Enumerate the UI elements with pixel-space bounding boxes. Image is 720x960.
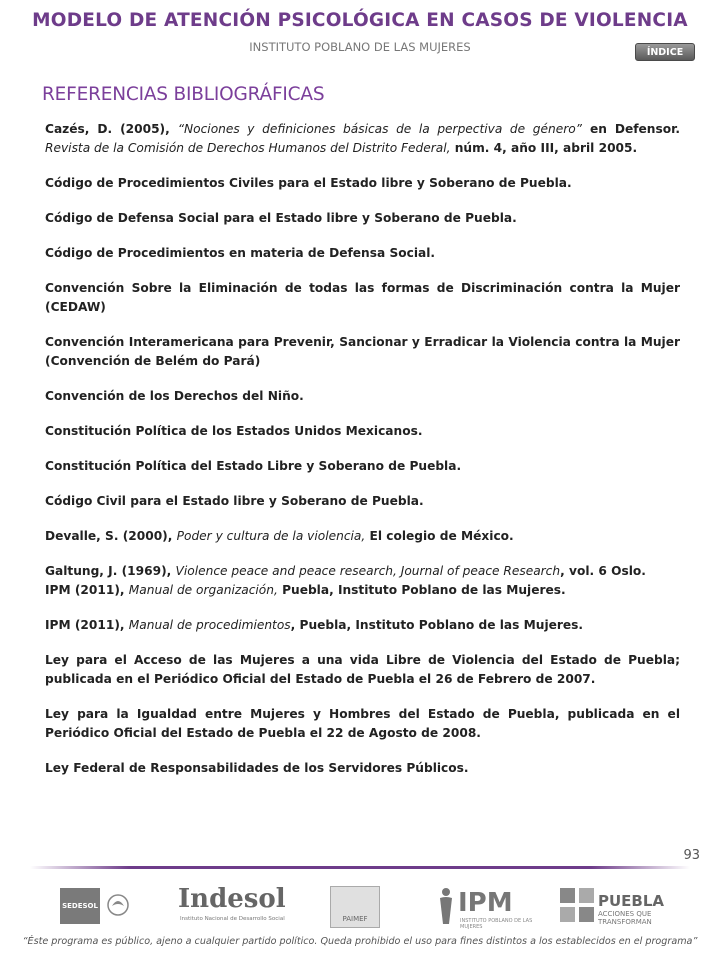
reference-text: , Puebla, Instituto Poblano de las Mujeres. bbox=[290, 618, 584, 632]
reference-author: Cazés, D. (2005), bbox=[45, 122, 178, 136]
paimef-logo-text: PAIMEF bbox=[330, 886, 380, 928]
sponsor-logos bbox=[40, 882, 680, 932]
reference-item: Convención de los Derechos del Niño. bbox=[45, 389, 304, 403]
reference-journal: Revista de la Comisión de Derechos Humanos del Distrito Federal, bbox=[45, 141, 451, 155]
reference-text: , vol. 6 Oslo. bbox=[560, 564, 646, 578]
footer-disclaimer: “Éste programa es público, ajeno a cualquier partido político. Queda prohibido el uso para fines distintos a los establecidos en el programa” bbox=[22, 936, 698, 947]
section-title: REFERENCIAS BIBLIOGRÁFICAS bbox=[42, 84, 325, 105]
reference-item: Código de Procedimientos Civiles para el Estado libre y Soberano de Puebla. bbox=[45, 176, 572, 190]
eagle-emblem-icon bbox=[106, 888, 130, 922]
reference-author: IPM (2011), bbox=[45, 583, 129, 597]
indesol-logo-text: Indesol bbox=[178, 884, 286, 914]
reference-item bbox=[45, 562, 680, 581]
reference-title: Poder y cultura de la violencia, bbox=[176, 529, 366, 543]
reference-text: El colegio de México. bbox=[365, 529, 514, 543]
paimef-logo bbox=[330, 882, 380, 930]
reference-author: Devalle, S. (2000), bbox=[45, 529, 177, 543]
document-header-title: MODELO DE ATENCIÓN PSICOLÓGICA EN CASOS DE VIOLENCIA bbox=[32, 10, 688, 31]
reference-item: Código Civil para el Estado libre y Soberano de Puebla. bbox=[45, 494, 424, 508]
puebla-logo-text: PUEBLA bbox=[598, 892, 665, 910]
sedesol-logo-text: SEDESOL bbox=[60, 888, 100, 924]
reference-item: Constitución Política del Estado Libre y Soberano de Puebla. bbox=[45, 459, 462, 473]
reference-item: Ley para el Acceso de las Mujeres a una vida Libre de Violencia del Estado de Puebla; publicada en el Periódico Oficial del Estado de Puebla el 26 de Febrero de 2007. bbox=[45, 653, 680, 686]
reference-item: Ley para la Igualdad entre Mujeres y Hombres del Estado de Puebla, publicada en el Periódico Oficial del Estado de Puebla el 22 de Agosto de 2008. bbox=[45, 707, 680, 740]
index-button[interactable]: ÍNDICE bbox=[635, 43, 695, 61]
reference-item bbox=[45, 616, 680, 635]
indesol-logo-subtitle: Instituto Nacional de Desarrollo Social bbox=[180, 916, 285, 922]
document-header-subtitle: INSTITUTO POBLANO DE LAS MUJERES bbox=[249, 40, 471, 54]
reference-title: Manual de procedimientos bbox=[128, 618, 291, 632]
ipm-figure-icon bbox=[436, 886, 456, 926]
references-list bbox=[45, 120, 680, 794]
reference-title: Violence peace and peace research, Journal of peace Research bbox=[175, 564, 561, 578]
indesol-logo bbox=[178, 882, 288, 930]
reference-text: en Defensor. bbox=[582, 122, 681, 136]
reference-item: Ley Federal de Responsabilidades de los Servidores Públicos. bbox=[45, 761, 469, 775]
reference-author: IPM (2011), bbox=[45, 618, 129, 632]
reference-item: Convención Interamericana para Prevenir, Sancionar y Erradicar la Violencia contra la Mujer (Convención de Belém do Pará) bbox=[45, 335, 680, 368]
reference-title: “Nociones y definiciones básicas de la perpectiva de género” bbox=[177, 122, 582, 136]
reference-item: Código de Defensa Social para el Estado libre y Soberano de Puebla. bbox=[45, 211, 517, 225]
reference-text: Puebla, Instituto Poblano de las Mujeres. bbox=[277, 583, 566, 597]
reference-item bbox=[45, 120, 680, 158]
ipm-logo-text: IPM bbox=[458, 888, 513, 918]
ipm-logo-subtitle: INSTITUTO POBLANO DE LAS MUJERES bbox=[460, 918, 533, 930]
reference-author: Galtung, J. (1969), bbox=[45, 564, 176, 578]
reference-title: Manual de organización, bbox=[128, 583, 278, 597]
reference-item: Convención Sobre la Eliminación de todas las formas de Discriminación contra la Mujer (CEDAW) bbox=[45, 281, 680, 314]
ipm-logo bbox=[436, 882, 536, 930]
reference-item bbox=[45, 581, 680, 600]
puebla-logo bbox=[560, 882, 675, 930]
footer-divider bbox=[30, 866, 690, 869]
reference-item bbox=[45, 527, 680, 546]
puebla-emblem-icon bbox=[560, 888, 594, 922]
puebla-logo-subtitle: ACCIONES QUE TRANSFORMAN bbox=[598, 910, 652, 926]
sedesol-logo bbox=[60, 882, 132, 930]
page-number: 93 bbox=[683, 848, 700, 863]
reference-item: Código de Procedimientos en materia de Defensa Social. bbox=[45, 246, 436, 260]
reference-text: núm. 4, año III, abril 2005. bbox=[450, 141, 638, 155]
reference-item: Constitución Política de los Estados Unidos Mexicanos. bbox=[45, 424, 423, 438]
